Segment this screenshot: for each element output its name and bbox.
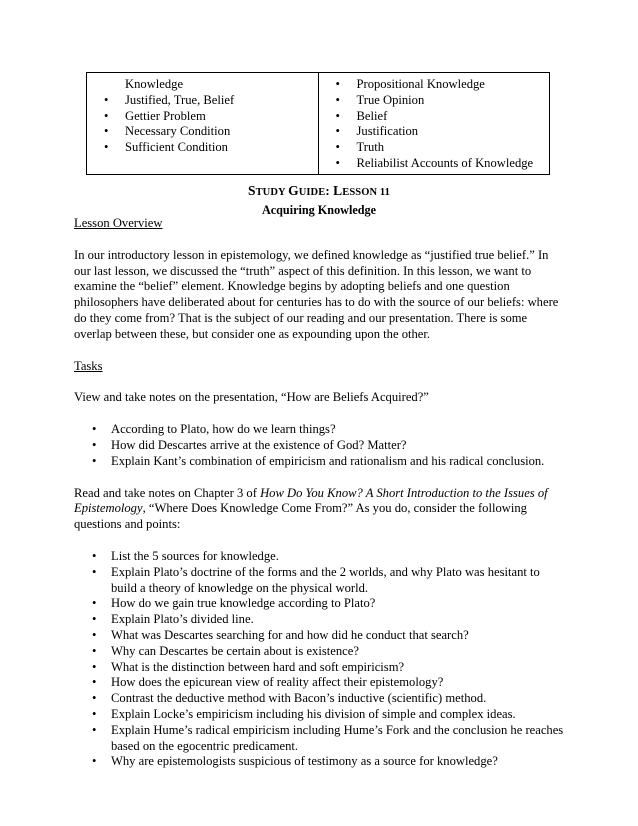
topics-right-item: • Reliabilist Accounts of Knowledge <box>325 156 544 172</box>
topics-right-list <box>325 77 544 172</box>
list-item: • What was Descartes searching for and how did he conduct that search? <box>74 628 564 644</box>
document-body <box>74 216 564 770</box>
topics-right-item: • Justification <box>325 124 544 140</box>
overview-paragraph: In our introductory lesson in epistemology, we defined knowledge as “justified true belief.” In our last lesson, we discussed the “truth” aspect of this definition. In this lesson, we want to examine the “belief” element. Knowledge begins by adopting beliefs and one question philosophers have deliberated about for centuries has to do with the source of our beliefs: where do they come from? That is the subject of our reading and our presentation. There is some overlap between these, but consider one as expounding upon the other. <box>74 247 559 341</box>
topics-right-item: • Belief <box>325 109 544 125</box>
list-item: • List the 5 sources for knowledge. <box>74 549 564 565</box>
list-item: • Explain Kant’s combination of empiricism and rationalism and his radical conclusion. <box>74 454 564 470</box>
topics-left-item: • Gettier Problem <box>93 109 312 125</box>
topics-table <box>86 72 550 175</box>
topics-left-item: • Justified, True, Belief <box>93 93 312 109</box>
list-item: • Explain Locke’s empiricism including his division of simple and complex ideas. <box>74 707 564 723</box>
title-block <box>0 183 638 219</box>
presentation-intro: View and take notes on the presentation, “How are Beliefs Acquired?” <box>74 390 429 405</box>
topics-right-item: • True Opinion <box>325 93 544 109</box>
list-item: • Why are epistemologists suspicious of testimony as a source for knowledge? <box>74 754 564 770</box>
page-title: STUDY GUIDE: LESSON 11 <box>247 183 391 198</box>
list-item: • How do we gain true knowledge according to Plato? <box>74 596 564 612</box>
tasks-heading: Tasks <box>74 358 103 373</box>
list-item: • How did Descartes arrive at the existence of God? Matter? <box>74 438 564 454</box>
topics-left-cell <box>87 73 319 175</box>
topics-right-item: • Propositional Knowledge <box>325 77 544 93</box>
page-subtitle: Acquiring Knowledge <box>261 202 377 217</box>
list-item: • Contrast the deductive method with Bacon’s inductive (scientific) method. <box>74 691 564 707</box>
topics-right-cell <box>318 73 550 175</box>
presentation-list <box>74 422 564 469</box>
list-item: • According to Plato, how do we learn things? <box>74 422 564 438</box>
topics-left-heading: Knowledge <box>125 77 184 91</box>
list-item: • Explain Plato’s doctrine of the forms and the 2 worlds, and why Plato was hesitant to build a theory of knowledge on the physical world. <box>74 565 564 597</box>
overview-heading: Lesson Overview <box>74 216 163 230</box>
list-item: • What is the distinction between hard and soft empiricism? <box>74 660 564 676</box>
reading-list <box>74 549 564 770</box>
reading-intro: Read and take notes on Chapter 3 of How Do You Know? A Short Introduction to the Issues of Epistemology, “Where Does Knowledge Come From?” As you do, consider the following questions and points: <box>74 485 548 532</box>
topics-right-item: • Truth <box>325 140 544 156</box>
list-item: • How does the epicurean view of reality affect their epistemology? <box>74 675 564 691</box>
topics-left-item: • Sufficient Condition <box>93 140 312 156</box>
list-item: • Explain Hume’s radical empiricism including Hume’s Fork and the conclusion he reaches based on the egocentric predicament. <box>74 723 564 755</box>
list-item: • Explain Plato’s divided line. <box>74 612 564 628</box>
topics-left-list <box>93 93 312 156</box>
list-item: • Why can Descartes be certain about is existence? <box>74 644 564 660</box>
book-title: How Do You Know? A Short Introduction to the Issues of Epistemology <box>74 485 548 516</box>
topics-left-item: • Necessary Condition <box>93 124 312 140</box>
